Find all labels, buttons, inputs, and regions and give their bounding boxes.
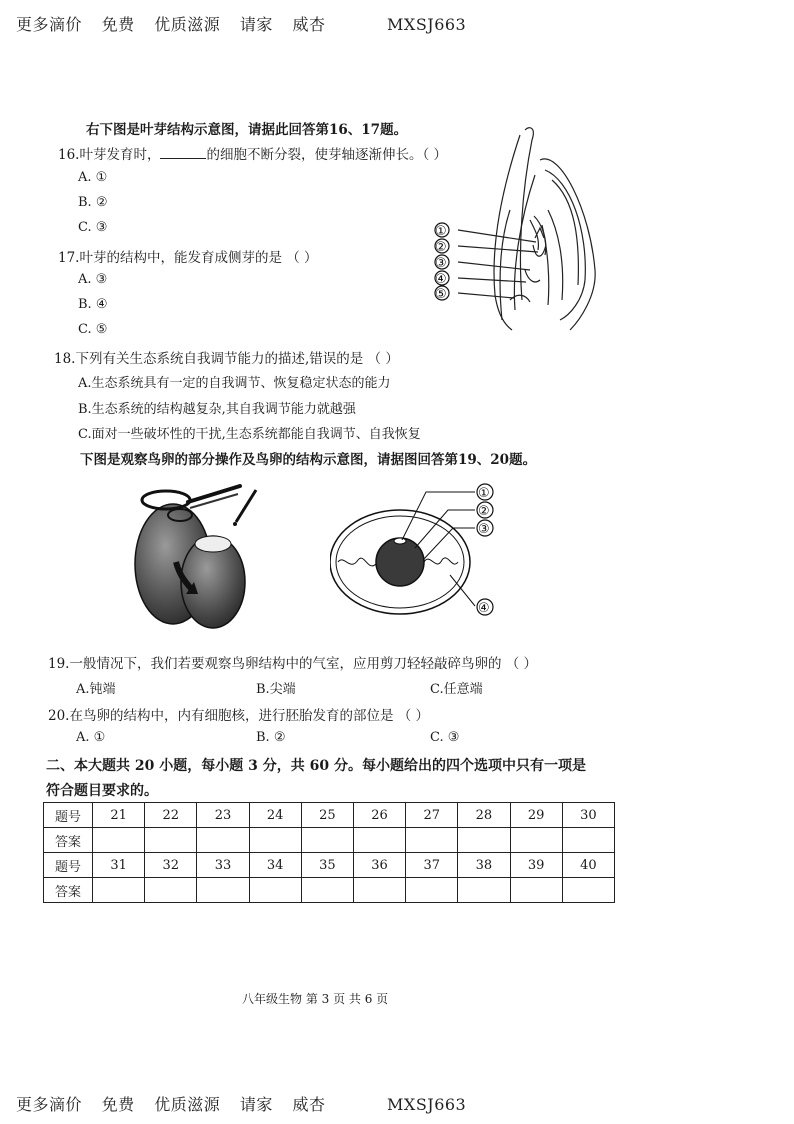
bud-label-3: ③ — [435, 256, 447, 271]
watermark-item: 威杏 — [292, 15, 326, 34]
answer-cell[interactable] — [93, 878, 145, 903]
answer-cell[interactable] — [301, 878, 353, 903]
row-header-number: 题号 — [44, 853, 93, 878]
q16-option-c: C. ③ — [78, 220, 108, 235]
question-number: 34 — [249, 853, 301, 878]
question-number: 29 — [510, 803, 562, 828]
watermark-item: 免费 — [101, 1095, 135, 1114]
question-number: 33 — [197, 853, 249, 878]
watermark-item: 威杏 — [292, 1095, 326, 1114]
question-number: 27 — [406, 803, 458, 828]
row-header-number: 题号 — [44, 803, 93, 828]
section-2-heading-line1: 二、本大题共 20 小题，每小题 3 分，共 60 分。每小题给出的四个选项中只有一项是 — [46, 758, 586, 774]
answer-cell[interactable] — [458, 828, 510, 853]
answer-cell[interactable] — [458, 878, 510, 903]
section-2-heading-line2: 符合题目要求的。 — [46, 783, 158, 799]
question-number: 40 — [562, 853, 614, 878]
answer-cell[interactable] — [510, 828, 562, 853]
watermark-bottom — [16, 1092, 480, 1115]
question-16 — [58, 143, 447, 163]
answer-cell[interactable] — [249, 878, 301, 903]
answer-cell[interactable] — [353, 828, 405, 853]
question-number: 28 — [458, 803, 510, 828]
q19-option-b: B.尖端 — [256, 682, 296, 697]
table-row — [44, 878, 615, 903]
watermark-item: 优质滋源 — [154, 1095, 221, 1114]
answer-cell[interactable] — [406, 828, 458, 853]
answer-cell[interactable] — [93, 828, 145, 853]
question-number: 24 — [249, 803, 301, 828]
answer-cell[interactable] — [562, 828, 614, 853]
watermark-item: 更多滴价 — [16, 15, 83, 34]
answer-cell[interactable] — [197, 878, 249, 903]
leaf-bud-diagram — [430, 120, 610, 340]
page-footer: 八年级生物 第 3 页 共 6 页 — [242, 992, 389, 1006]
q19-option-c: C.任意端 — [430, 682, 483, 697]
question-number: 21 — [93, 803, 145, 828]
intro-bud: 右下图是叶芽结构示意图，请据此回答第16、17题。 — [86, 122, 408, 138]
watermark-item: 更多滴价 — [16, 1095, 83, 1114]
q16-option-a: A. ① — [78, 170, 108, 185]
q18-option-a: A.生态系统具有一定的自我调节、恢复稳定状态的能力 — [78, 376, 391, 391]
question-16-post: 的细胞不断分裂，使芽轴逐渐伸长。（ ） — [206, 147, 448, 163]
question-number: 32 — [145, 853, 197, 878]
bud-label-4: ④ — [435, 272, 447, 287]
table-row — [44, 803, 615, 828]
answer-blank — [160, 146, 206, 159]
q20-option-a: A. ① — [76, 730, 106, 745]
question-number: 26 — [353, 803, 405, 828]
question-number: 31 — [93, 853, 145, 878]
bud-label-1: ① — [435, 224, 447, 239]
q17-option-b: B. ④ — [78, 297, 108, 312]
q20-option-c: C. ③ — [430, 730, 460, 745]
row-header-answer: 答案 — [44, 828, 93, 853]
egg-label-3: ③ — [478, 522, 490, 537]
watermark-item: 优质滋源 — [154, 15, 221, 34]
watermark-item: 免费 — [101, 15, 135, 34]
row-header-answer: 答案 — [44, 878, 93, 903]
bud-label-2: ② — [435, 240, 447, 255]
question-20: 20.在鸟卵的结构中，内有细胞核，进行胚胎发育的部位是 （ ） — [48, 708, 430, 724]
answer-cell[interactable] — [406, 878, 458, 903]
q20-option-b: B. ② — [256, 730, 286, 745]
watermark-code: MXSJ663 — [387, 15, 467, 34]
egg-label-4: ④ — [478, 601, 490, 616]
bud-label-5: ⑤ — [435, 287, 447, 302]
question-number: 22 — [145, 803, 197, 828]
watermark-item: 请家 — [239, 1095, 273, 1114]
q18-option-c: C.面对一些破坏性的干扰,生态系统都能自我调节、自我恢复 — [78, 427, 421, 442]
answer-cell[interactable] — [301, 828, 353, 853]
answer-cell[interactable] — [145, 828, 197, 853]
question-17: 17.叶芽的结构中，能发育成侧芽的是 （ ） — [58, 250, 318, 266]
answer-table — [43, 802, 615, 903]
question-number: 23 — [197, 803, 249, 828]
question-number: 35 — [301, 853, 353, 878]
q17-option-c: C. ⑤ — [78, 322, 108, 337]
egg-label-1: ① — [478, 486, 490, 501]
egg-operation-illustration — [128, 482, 268, 630]
q18-option-b: B.生态系统的结构越复杂,其自我调节能力就越强 — [78, 402, 356, 417]
answer-cell[interactable] — [145, 878, 197, 903]
question-number: 30 — [562, 803, 614, 828]
answer-cell[interactable] — [249, 828, 301, 853]
table-row — [44, 853, 615, 878]
watermark-top — [16, 12, 480, 35]
watermark-item: 请家 — [239, 15, 273, 34]
intro-egg: 下图是观察鸟卵的部分操作及鸟卵的结构示意图，请据图回答第19、20题。 — [80, 452, 537, 468]
answer-cell[interactable] — [197, 828, 249, 853]
question-number: 39 — [510, 853, 562, 878]
question-16-pre: 16.叶芽发育时， — [58, 147, 161, 163]
question-number: 38 — [458, 853, 510, 878]
q16-option-b: B. ② — [78, 195, 108, 210]
table-row — [44, 828, 615, 853]
q17-option-a: A. ③ — [78, 272, 108, 287]
egg-label-2: ② — [478, 504, 490, 519]
answer-cell[interactable] — [510, 878, 562, 903]
watermark-code: MXSJ663 — [387, 1095, 467, 1114]
q19-option-a: A.钝端 — [76, 682, 116, 697]
question-18: 18.下列有关生态系统自我调节能力的描述,错误的是 （ ） — [54, 351, 399, 367]
answer-cell[interactable] — [353, 878, 405, 903]
question-19: 19.一般情况下，我们若要观察鸟卵结构中的气室，应用剪刀轻轻敲碎鸟卵的 （ ） — [48, 656, 538, 672]
answer-cell[interactable] — [562, 878, 614, 903]
question-number: 37 — [406, 853, 458, 878]
question-number: 36 — [353, 853, 405, 878]
egg-structure-diagram — [330, 480, 510, 620]
question-number: 25 — [301, 803, 353, 828]
